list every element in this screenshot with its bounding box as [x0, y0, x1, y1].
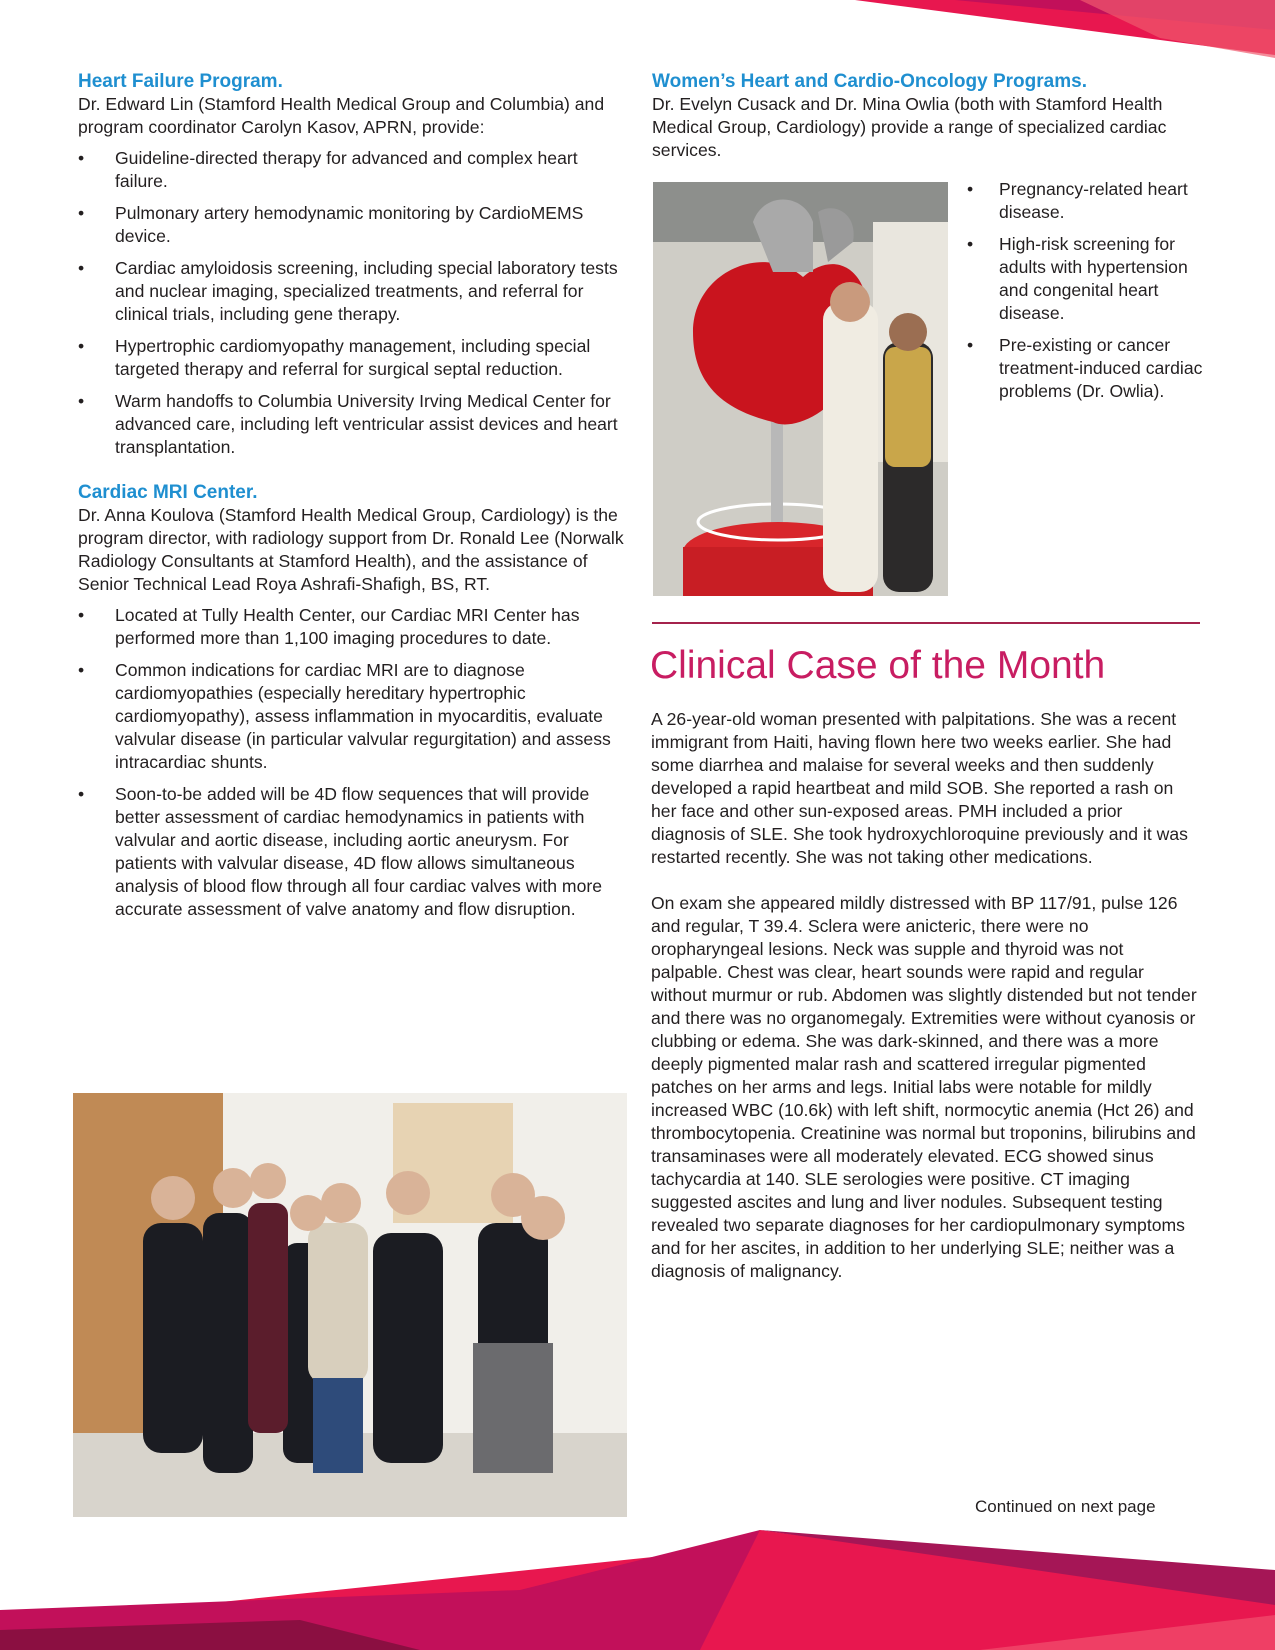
list-item: • Common indications for cardiac MRI are to diagnose cardiomyopathies (especially hereditary hypertrophic cardiomyopathy), assess inflammation in myocarditis, evaluate valvular disease (in particular valvular regurgitation) and assess intracardiac shunts.	[78, 660, 611, 772]
bottom-decorative-band	[0, 1530, 1275, 1650]
right-column	[652, 70, 1200, 162]
list-item: • Pre-existing or cancer treatment-induced cardiac problems (Dr. Owlia).	[967, 335, 1203, 401]
list-item: • Located at Tully Health Center, our Cardiac MRI Center has performed more than 1,100 imaging procedures to date.	[78, 605, 580, 648]
bullet-icon: •	[78, 784, 85, 804]
list-item: • Pulmonary artery hemodynamic monitoring by CardioMEMS device.	[78, 203, 584, 246]
bullet-icon: •	[78, 605, 85, 625]
bullet-icon: •	[78, 203, 85, 223]
section-divider	[652, 622, 1200, 624]
list-item: • Warm handoffs to Columbia University Irving Medical Center for advanced care, including left ventricular assist devices and heart transplantation.	[78, 391, 618, 457]
heart-sculpture-photo	[653, 182, 948, 596]
heart-failure-intro: Dr. Edward Lin (Stamford Health Medical Group and Columbia) and program coordinator Carolyn Kasov, APRN, provide:	[78, 94, 605, 137]
womens-heart-list	[967, 178, 1203, 403]
clinical-case-title: Clinical Case of the Month	[650, 644, 1106, 687]
bullet-icon: •	[967, 234, 974, 254]
heart-failure-list	[78, 147, 630, 459]
top-decorative-band	[0, 0, 1275, 60]
heart-failure-heading: Heart Failure Program.	[78, 71, 283, 92]
womens-heart-intro: Dr. Evelyn Cusack and Dr. Mina Owlia (both with Stamford Health Medical Group, Cardiology) provide a range of specialized cardiac services.	[652, 94, 1167, 160]
womens-heart-services	[967, 178, 1203, 412]
left-column	[78, 70, 630, 930]
list-item: • High-risk screening for adults with hypertension and congenital heart disease.	[967, 234, 1188, 323]
bullet-icon: •	[78, 336, 85, 356]
case-paragraph: On exam she appeared mildly distressed with BP 117/91, pulse 126 and regular, T 39.4. Sclera were anicteric, there were no oropharyngeal lesions. Neck was supple and thyroid was not palpable. Chest was clear, heart sounds were rapid and regular without murmur or rub. Abdomen was slightly distended but not tender and there was no organomegaly. Extremities were without cyanosis or clubbing or edema. She was dark-skinned, and there was a more deeply pigmented malar rash and scattered irregular pigmented patches on her arms and legs. Initial labs were notable for mildly increased WBC (10.6k) with left shift, normocytic anemia (Hct 26) and thrombocytopenia. Creatinine was normal but troponins, bilirubins and transaminases were all moderately elevated. ECG showed sinus tachycardia at 140. SLE serologies were positive. CT imaging suggested ascites and lung and liver nodules. Subsequent testing revealed two separate diagnoses for her cardiopulmonary symptoms and for her ascites, in addition to her underlying SLE; neither was a diagnosis of malignancy.	[651, 893, 1197, 1281]
team-photo	[73, 1093, 627, 1517]
continued-link[interactable]: Continued on next page	[975, 1497, 1156, 1516]
list-item: • Guideline-directed therapy for advanced and complex heart failure.	[78, 148, 578, 191]
list-item: • Cardiac amyloidosis screening, including special laboratory tests and nuclear imaging, specialized treatments, and referral for clinical trials, including gene therapy.	[78, 258, 618, 324]
clinical-case-body	[651, 708, 1199, 1283]
list-item: • Soon-to-be added will be 4D flow sequences that will provide better assessment of cardiac hemodynamics in patients with valvular and aortic disease, including aortic aneurysm. For patients with valvular disease, 4D flow allows simultaneous analysis of blood flow through all four cardiac valves with more accurate assessment of valve anatomy and flow disruption.	[78, 784, 602, 919]
cardiac-mri-heading: Cardiac MRI Center.	[78, 482, 258, 503]
bullet-icon: •	[967, 335, 974, 355]
bullet-icon: •	[967, 179, 974, 199]
cardiac-mri-intro: Dr. Anna Koulova (Stamford Health Medical Group, Cardiology) is the program director, with radiology support from Dr. Ronald Lee (Norwalk Radiology Consultants at Stamford Health), and the assistance of Senior Technical Lead Roya Ashrafi-Shafigh, BS, RT.	[78, 505, 624, 594]
list-item: • Pregnancy-related heart disease.	[967, 179, 1188, 222]
womens-heart-heading: Women’s Heart and Cardio-Oncology Programs.	[652, 71, 1087, 92]
bullet-icon: •	[78, 391, 85, 411]
list-item: • Hypertrophic cardiomyopathy management, including special targeted therapy and referral for surgical septal reduction.	[78, 336, 591, 379]
case-paragraph: A 26-year-old woman presented with palpitations. She was a recent immigrant from Haiti, having flown here two weeks earlier. She had some diarrhea and malaise for several weeks and then suddenly developed a rapid heartbeat and mild SOB. She reported a rash on her face and other sun-exposed areas. PMH included a prior diagnosis of SLE. She took hydroxychloroquine previously and it was restarted recently. She was not taking other medications.	[651, 709, 1188, 867]
bullet-icon: •	[78, 660, 85, 680]
cardiac-mri-list	[78, 604, 630, 921]
bullet-icon: •	[78, 148, 85, 168]
bullet-icon: •	[78, 258, 85, 278]
